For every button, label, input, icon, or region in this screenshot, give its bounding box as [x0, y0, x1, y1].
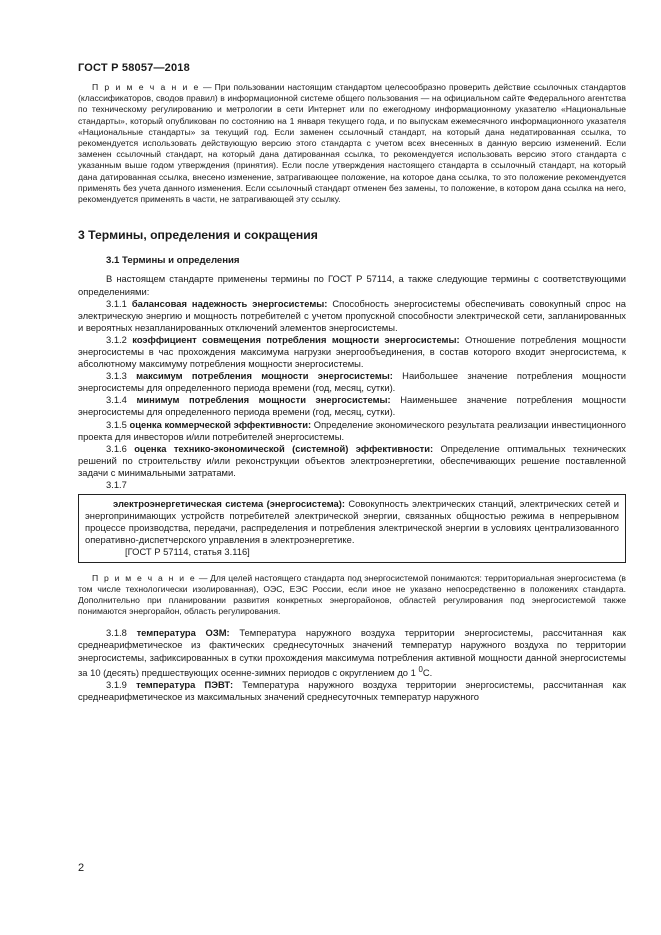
term-definition: Наименьшее значение потребления мощности энергосистемы для определенного периода времени (год, месяц, сутки). [78, 394, 626, 418]
term-3-1-9 [78, 679, 626, 703]
note-energy-system [78, 573, 626, 618]
term-number: 3.1.3 [106, 370, 137, 382]
term-name: оценка технико-экономической (системной) эффективности: [134, 442, 434, 454]
term-definition: Способность энергосистемы обеспечивать совокупный спрос на электрическую энергию и мощность потребителей с учетом пропускной способности электрической сети, запланированных и вероятных незапланированных отключений элементов энергосистемы. [78, 297, 626, 333]
term-definition: Определение экономического результата реализации инвестиционного проекта для инвесторов и/или потребителей энергосистемы. [78, 418, 626, 442]
note-text: — При пользовании настоящим стандартом целесообразно проверить действие ссылочных стандартов (классификаторов, сводов правил) в информационной системе общего пользования — на официальном сайте Федерального агентства по техническому регулированию и метрологии в сети Интернет или по ежегодному информационному указателю «Национальные стандарты», который опубликован по состоянию на 1 января текущего года, и по выпускам ежемесячного информационного указателя «Национальные стандарты» за текущий год. Если заменен ссылочный стандарт, на который дана недатированная ссылка, то рекомендуется использовать действующую версию этого стандарта с учетом всех внесенных в данную версию изменений. Если заменен ссылочный стандарт, на который дана датированная ссылка, то рекомендуется использовать версию этого стандарта с указанным выше годом утверждения (принятия). Если после утверждения настоящего стандарта в ссылочный стандарт, на который дана датированная ссылка, внесено изменение, затрагивающее положение, на которое дана ссылка, то это положение рекомендуется применять без учета данного изменения. Если ссылочный стандарт отменен без замены, то положение, в котором дана ссылка на него, рекомендуется применять в части, не затрагивающей эту ссылку. [78, 82, 626, 205]
term-definition: Температура наружного воздуха территории энергосистемы, рассчитанная как среднеарифметическое из фактических среднесуточных значений температур наружного воздуха по территории энергосистемы, зафиксированных в сутки прохождения максимума потребления активной мощности данной энергосистемы за 10 (десять) предшествующих осенне-зимних периодов с округлением до 1 [78, 627, 626, 678]
term-name: температура ПЭВТ: [136, 678, 234, 690]
degree-superscript: 0 [418, 664, 423, 674]
term-3-1-4 [78, 394, 626, 418]
term-number: 3.1.9 [106, 678, 137, 690]
term-3-1-7-box [78, 494, 626, 562]
term-name: максимум потребления мощности энергосистемы: [136, 370, 393, 382]
term-3-1-7-number: 3.1.7 [106, 479, 127, 491]
page-content [78, 82, 626, 703]
term-3-1-1 [78, 298, 626, 334]
term-name: коэффициент совмещения потребления мощности энергосистемы: [132, 333, 460, 345]
document-number-header: ГОСТ Р 58057—2018 [78, 62, 190, 74]
term-name: электроэнергетическая система (энергосистема): [113, 498, 345, 510]
note-reference-standards [78, 82, 626, 205]
term-definition: Температура наружного воздуха территории энергосистемы, рассчитанная как среднеарифметическое из максимальных значений среднесуточных температур наружного [78, 678, 626, 702]
term-name: температура ОЗМ: [136, 627, 230, 639]
note-label: П р и м е ч а н и е [92, 82, 200, 92]
term-3-1-8 [78, 627, 626, 679]
term-definition: Совокупность электрических станций, электрических сетей и энергопринимающих устройств потребителей электрической энергии, связанных общностью режима в непрерывном процессе производства, передачи, распределения и потребления электрической энергии в условиях централизованного оперативно-диспетчерского управления в электроэнергетике. [85, 498, 619, 546]
term-3-1-5 [78, 419, 626, 443]
subsection-heading-3-1: 3.1 Термины и определения [106, 255, 240, 267]
term-number: 3.1.6 [106, 442, 135, 454]
term-number: 3.1.4 [106, 394, 137, 406]
term-name: балансовая надежность энергосистемы: [131, 297, 328, 309]
note-text: — Для целей настоящего стандарта под энергосистемой понимаются: территориальная энергосистема (в том числе технологически изолированная), ОЭС, ЕЭС России, если иное не указано непосредственно в положениях стандарта. Дополнительно при планировании развития конкретных энергорайонов, областей регулирования под энергосистемой также понимаются энергорайон, область регулирования. [78, 572, 626, 617]
term-definition: Отношение потребления мощности энергосистемы в час прохождения максимума нагрузки энергообъединения, в состав которого входит энергосистема, к абсолютному максимуму потребления мощности энергосистемы. [78, 333, 626, 370]
term-source-reference: [ГОСТ Р 57114, статья 3.116] [125, 546, 250, 558]
temperature-unit: С. [422, 666, 433, 678]
intro-paragraph: В настоящем стандарте применены термины по ГОСТ Р 57114, а также следующие термины с соответствующими определениями: [78, 273, 626, 297]
term-name: оценка коммерческой эффективности: [129, 418, 312, 430]
term-3-1-6 [78, 443, 626, 479]
term-name: минимум потребления мощности энергосистемы: [136, 394, 391, 406]
term-3-1-7 [85, 498, 619, 546]
term-definition: Определение оптимальных технических решений по строительству и/или реконструкции объектов электроэнергетики, обеспечивающих решение поставленной задачи с минимальными затратами. [78, 442, 626, 478]
note-label: П р и м е ч а н и е [92, 572, 197, 583]
term-number: 3.1.8 [106, 627, 137, 639]
term-definition: Наибольшее значение потребления мощности энергосистемы для определенного периода времени (год, месяц, сутки). [78, 370, 626, 394]
term-number: 3.1.1 [106, 297, 132, 309]
term-3-1-3 [78, 370, 626, 394]
section-heading-3: 3 Термины, определения и сокращения [78, 228, 318, 243]
term-number: 3.1.5 [106, 418, 130, 430]
term-number: 3.1.2 [106, 333, 133, 345]
term-3-1-2 [78, 334, 626, 370]
page-number: 2 [78, 862, 85, 874]
